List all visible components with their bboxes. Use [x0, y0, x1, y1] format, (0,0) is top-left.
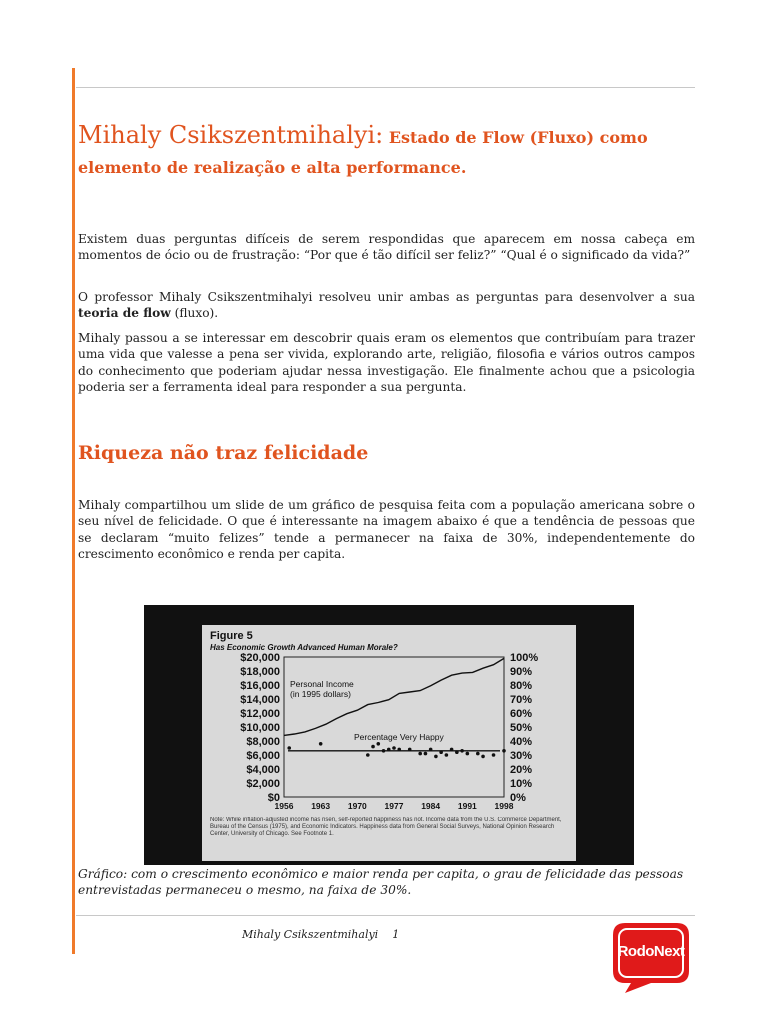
x-tick-label: 1963: [311, 801, 331, 811]
right-tick-label: 10%: [510, 778, 533, 790]
happy-point: [466, 752, 470, 756]
right-tick-label: 50%: [510, 722, 533, 734]
page-footer: [242, 928, 399, 941]
left-tick-label: $4,000: [246, 764, 280, 776]
right-tick-label: 40%: [510, 736, 533, 748]
income-series-unit: (in 1995 dollars): [290, 689, 351, 699]
figure-slide: [202, 625, 576, 861]
left-tick-label: $20,000: [240, 652, 280, 664]
footer-title: Mihaly Csikszentmihalyi: [242, 928, 379, 941]
happy-point: [502, 749, 506, 753]
happy-point: [476, 752, 480, 756]
plot-area: [284, 657, 504, 797]
happy-point: [439, 750, 443, 754]
left-tick-label: $8,000: [246, 736, 280, 748]
rodonext-logo: [611, 921, 691, 995]
right-tick-label: 60%: [510, 708, 533, 720]
happy-point: [429, 748, 433, 752]
margin-accent-bar: [72, 68, 75, 954]
left-tick-label: $6,000: [246, 750, 280, 762]
happy-point: [424, 752, 428, 756]
happy-point: [445, 753, 449, 757]
left-tick-label: $0: [267, 792, 280, 804]
figure-image: [144, 605, 634, 865]
x-tick-label: 1956: [274, 801, 294, 811]
happy-point: [460, 749, 464, 753]
right-tick-label: 30%: [510, 750, 533, 762]
happy-point: [376, 742, 380, 746]
right-tick-label: 20%: [510, 764, 533, 776]
income-happiness-chart: [202, 625, 576, 861]
happy-point: [455, 750, 459, 754]
happy-point: [387, 748, 391, 752]
income-series-label: Personal Income: [290, 679, 354, 689]
bold-term: teoria de flow: [78, 306, 171, 321]
figure-label: Figure 5: [210, 630, 253, 642]
title-subtitle: Estado de Flow (Fluxo) como elemento de realização e alta performance.: [78, 128, 648, 177]
page-number: 1: [392, 928, 400, 941]
right-tick-label: 100%: [510, 652, 539, 664]
left-tick-label: $2,000: [246, 778, 280, 790]
logo-wordmark: RodoNext: [617, 943, 685, 960]
happy-point: [366, 753, 370, 757]
happy-point: [418, 752, 422, 756]
left-tick-label: $12,000: [240, 708, 280, 720]
left-tick-label: $14,000: [240, 694, 280, 706]
title-name: Mihaly Csikszentmihalyi:: [78, 121, 384, 149]
figure-caption: Gráfico: com o crescimento econômico e maior renda per capita, o grau de felicidade das pessoas entrevistadas permaneceu o mesmo, na faixa de 30%.: [78, 867, 684, 897]
happy-point: [492, 753, 496, 757]
section-heading: Riqueza não traz felicidade: [78, 442, 369, 464]
left-tick-label: $16,000: [240, 680, 280, 692]
happy-point: [481, 755, 485, 759]
footer-rule: [76, 915, 695, 916]
happy-point: [287, 746, 291, 750]
x-tick-label: 1998: [494, 801, 514, 811]
happy-point: [319, 742, 323, 746]
x-tick-label: 1991: [457, 801, 477, 811]
paragraph-3: Mihaly passou a se interessar em descobrir quais eram os elementos que contribuíam para trazer uma vida que valesse a pena ser vivida, explorando arte, religião, filosofia e vários outros campos do conhecimento que poderiam ajudar nessa investigação. Ele finalmente achou que a psicologia poderia ser a ferramenta ideal para responder a sua pergunta.: [78, 331, 695, 395]
right-tick-label: 70%: [510, 694, 533, 706]
right-tick-label: 0%: [510, 792, 526, 804]
left-tick-label: $10,000: [240, 722, 280, 734]
happy-point: [382, 749, 386, 753]
right-tick-label: 80%: [510, 680, 533, 692]
right-tick-label: 90%: [510, 666, 533, 678]
x-tick-label: 1984: [421, 801, 441, 811]
page-title: [78, 120, 698, 183]
happy-series-label: Percentage Very Happy: [354, 732, 444, 742]
happy-point: [371, 745, 375, 749]
paragraph-2: O professor Mihaly Csikszentmihalyi resolveu unir ambas as perguntas para desenvolver a sua teoria de flow (fluxo).: [78, 290, 695, 321]
paragraph-4: Mihaly compartilhou um slide de um gráfico de pesquisa feita com a população americana sobre o seu nível de felicidade. O que é interessante na imagem abaixo é que a tendência de pessoas que se declaram “muito felizes” tende a permanecer na faixa de 30%, independentemente do crescimento econômico e renda per capita.: [78, 498, 695, 562]
happy-point: [434, 755, 438, 759]
x-tick-label: 1977: [384, 801, 404, 811]
paragraph-1: Existem duas perguntas difíceis de serem respondidas que aparecem em nossa cabeça em momentos de ócio ou de frustração: “Por que é tão difícil ser feliz?” “Qual é o significado da vida?”: [78, 232, 695, 263]
happy-point: [392, 746, 396, 750]
figure-note: Note: While inflation-adjusted income has risen, self-reported happiness has not. Income data from the U.S. Commerce Department, Bureau of the Census (1975), and Economic Indicators. Happiness data from General Social Surveys, National Opinion Research Center, University of Chicago. See Footnote 1.: [210, 817, 562, 837]
x-tick-label: 1970: [347, 801, 367, 811]
figure-question: Has Economic Growth Advanced Human Morale?: [210, 643, 398, 652]
happy-point: [397, 748, 401, 752]
happy-point: [408, 748, 412, 752]
header-rule: [76, 87, 695, 88]
happy-point: [450, 748, 454, 752]
left-tick-label: $18,000: [240, 666, 280, 678]
